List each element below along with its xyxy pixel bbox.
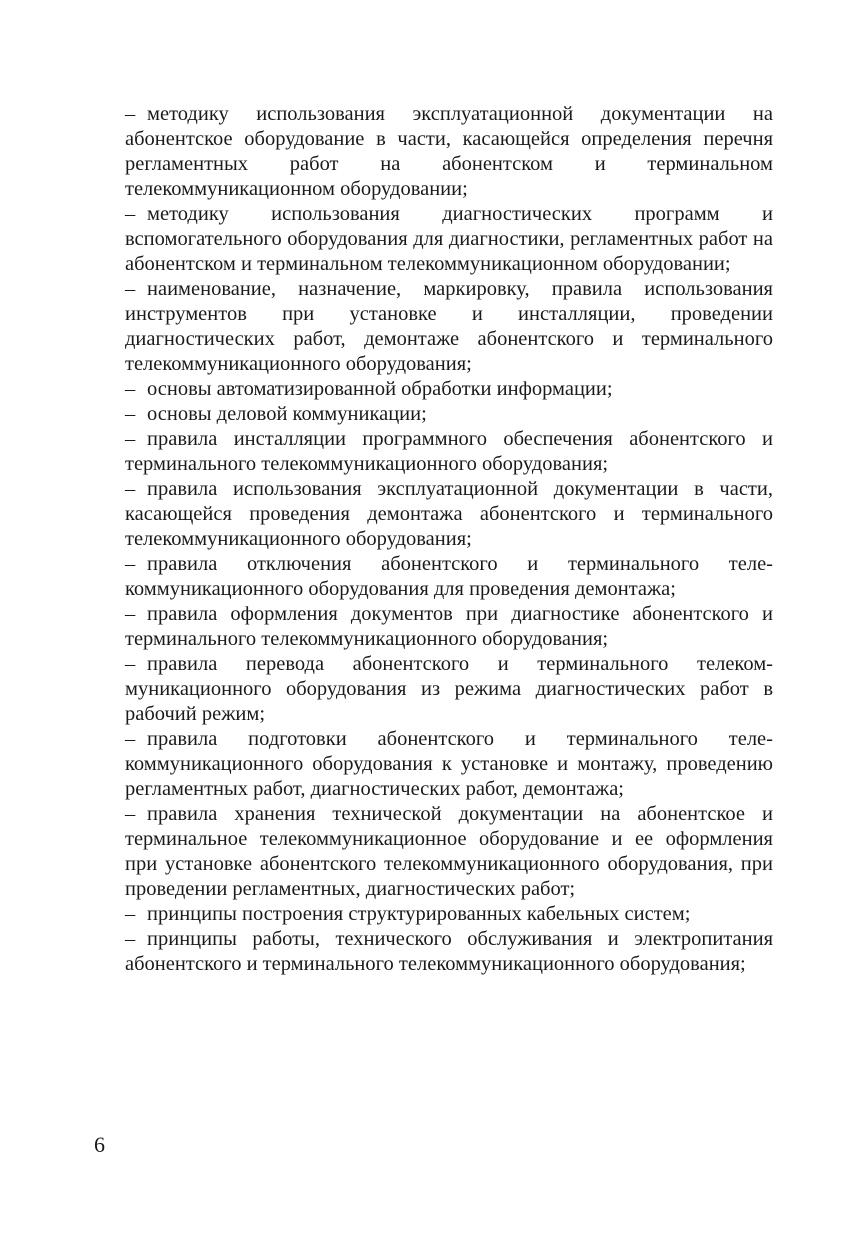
page-number: 6 <box>94 1132 105 1157</box>
document-body <box>125 102 773 977</box>
list-item <box>125 277 773 377</box>
list-item-text: основы автоматизированной обработки информации; <box>147 378 613 400</box>
list-item-text: правила оформления документов при диагностике абонентского и терминального телекоммуникационного оборудования; <box>125 603 773 650</box>
list-item <box>125 652 773 727</box>
list-item-text: правила инсталляции программного обеспечения абонентского и терминального телекоммуникационного оборудования; <box>125 428 773 475</box>
dash-marker: – <box>125 428 136 450</box>
list-item-text: принципы построения структурированных кабельных систем; <box>147 903 691 925</box>
list-item-text: методику использования диагностических программ и вспомогательного оборудования для диагностики, регламентных работ на абонентском и терминальном телекоммуникационном оборудовании; <box>125 203 773 275</box>
dash-marker: – <box>125 278 136 300</box>
list-item <box>125 427 773 477</box>
dash-marker: – <box>125 903 136 925</box>
list-item-text: правила перевода абонентского и терминального телекоммуникационного оборудования из режима диагностических работ в рабочий режим; <box>125 653 773 725</box>
list-item-text: методику использования эксплуатационной документации на абонентское оборудование в части, касающейся определения перечня регламентных работ на абонентском и терминальном телекоммуникационном оборудовании; <box>125 103 773 200</box>
list-item <box>125 602 773 652</box>
list-item <box>125 802 773 902</box>
list-item <box>125 202 773 277</box>
list-item <box>125 902 773 927</box>
list-item-text: принципы работы, технического обслуживания и электропитания абонентского и терминального телекоммуникационного оборудования; <box>125 928 773 975</box>
dash-marker: – <box>125 728 136 750</box>
dash-marker: – <box>125 478 136 500</box>
list-item-text: правила хранения технической документации на абонентское и терминальное телекоммуникационное оборудование и ее оформления при установке абонентского телекоммуникационного оборудования, при проведении регламентных, диагностических работ; <box>125 803 773 900</box>
list-item <box>125 477 773 552</box>
dash-marker: – <box>125 928 136 950</box>
list-item <box>125 402 773 427</box>
dash-marker: – <box>125 653 136 675</box>
list-item-text: основы деловой коммуникации; <box>147 403 427 425</box>
dash-marker: – <box>125 603 136 625</box>
dash-marker: – <box>125 803 136 825</box>
list-item-text: правила использования эксплуатационной документации в части, касающейся проведения демонтажа абонентского и терминального телекоммуникационного оборудования; <box>125 478 773 550</box>
list-item <box>125 927 773 977</box>
dash-marker: – <box>125 553 136 575</box>
list-item <box>125 727 773 802</box>
dash-marker: – <box>125 403 136 425</box>
dash-marker: – <box>125 103 136 125</box>
list-item <box>125 377 773 402</box>
list-item-text: правила отключения абонентского и терминального телекоммуникационного оборудования для проведения демонтажа; <box>125 553 773 600</box>
list-item <box>125 102 773 202</box>
dash-marker: – <box>125 378 136 400</box>
list-item-text: правила подготовки абонентского и терминального телекоммуникационного оборудования к установке и монтажу, проведению регламентных работ, диагностических работ, демонтажа; <box>125 728 773 800</box>
list-item <box>125 552 773 602</box>
list-item-text: наименование, назначение, маркировку, правила использования инструментов при установке и инсталляции, проведении диагностических работ, демонтаже абонентского и терминального телекоммуникационного оборудования; <box>125 278 773 375</box>
dash-marker: – <box>125 203 136 225</box>
